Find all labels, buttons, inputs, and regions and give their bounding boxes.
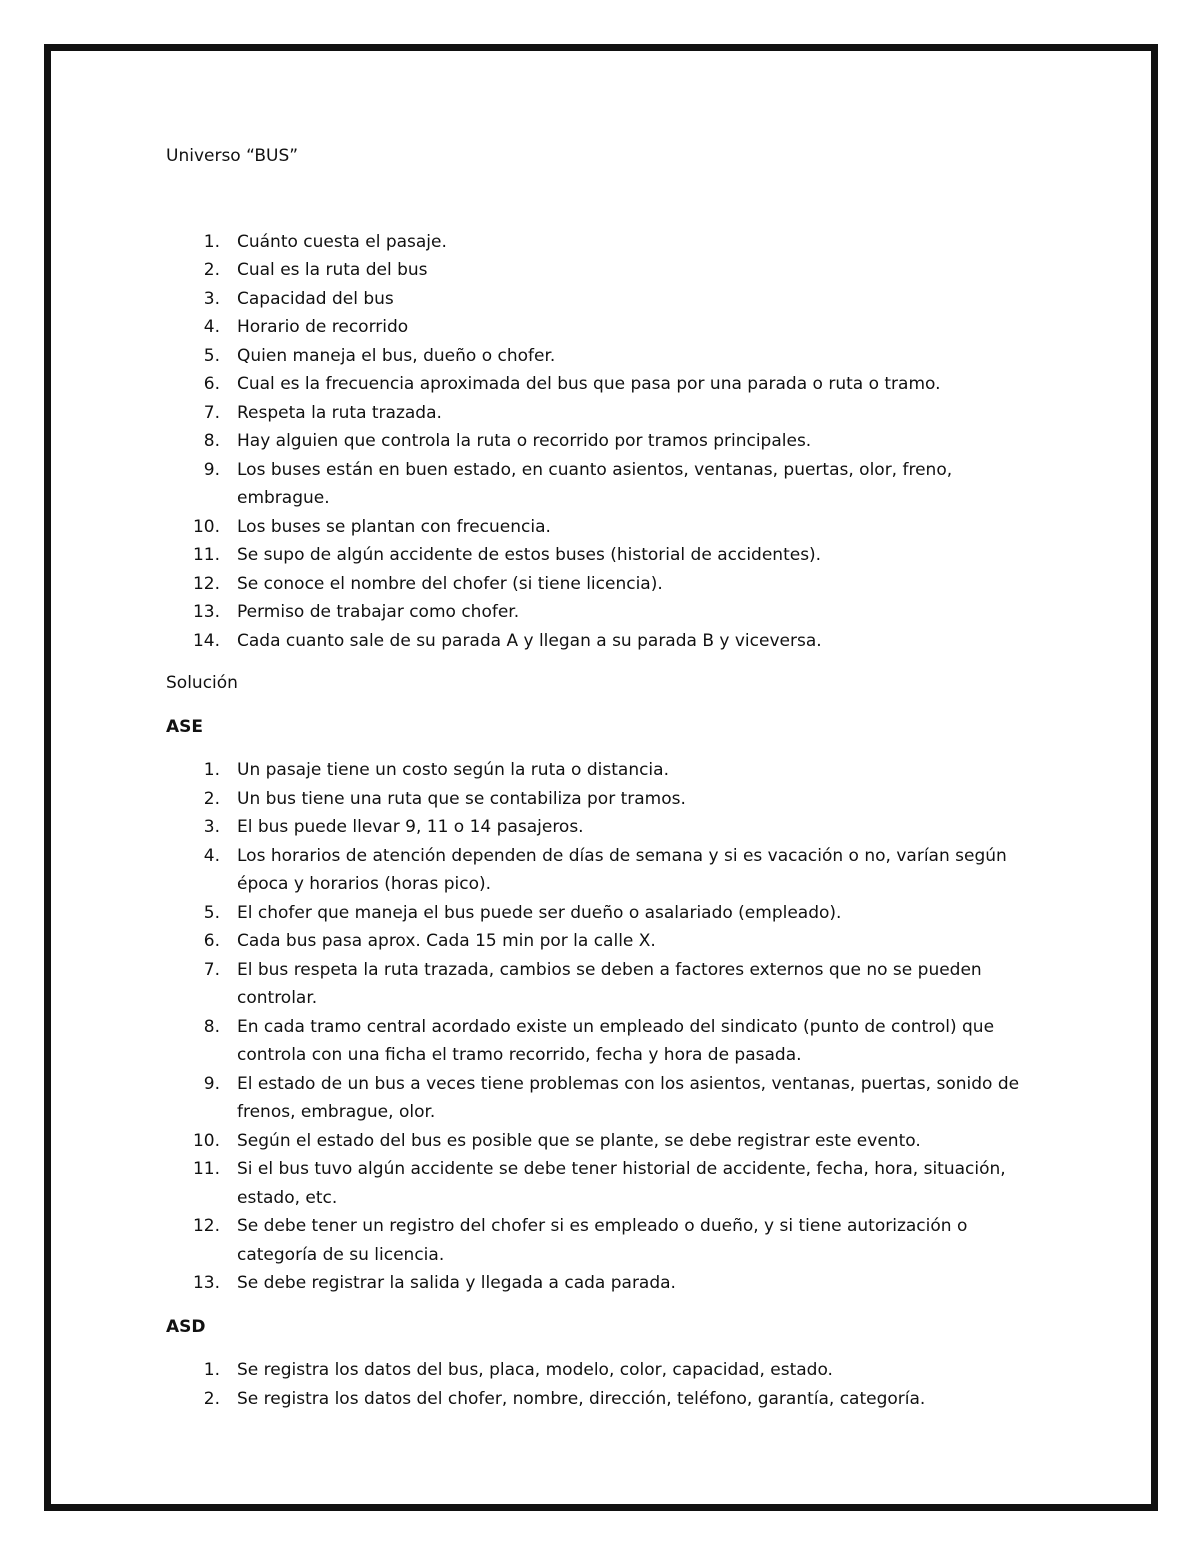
list-item	[166, 813, 1046, 842]
list-item-text: Capacidad del bus	[237, 288, 394, 309]
list-item	[166, 1070, 1046, 1127]
list-item	[166, 1013, 1046, 1070]
list-item-text: Se debe tener un registro del chofer si es empleado o dueño, y si tiene autorización o categoría de su licencia.	[237, 1216, 968, 1265]
list-item-text: Cual es la ruta del bus	[237, 260, 428, 280]
list-item-text: Los horarios de atención dependen de días de semana y si es vacación o no, varían según época y horarios (horas pico).	[237, 845, 1007, 894]
ase-list	[166, 756, 1046, 1298]
list-item	[166, 927, 1046, 956]
list-item-text: Quien maneja el bus, dueño o chofer.	[237, 345, 556, 366]
list-item-number: 4.	[203, 317, 220, 337]
list-item-text: Cada cuanto sale de su parada A y llegan a su parada B y viceversa.	[237, 630, 822, 651]
list-item-text: Cual es la frecuencia aproximada del bus que pasa por una parada o ruta o tramo.	[237, 374, 941, 394]
list-item-number: 10.	[192, 516, 220, 537]
list-item-number: 14.	[192, 630, 220, 651]
list-item	[166, 541, 1046, 570]
list-item	[166, 756, 1046, 785]
questions-list	[166, 228, 1046, 656]
list-item-text: Un bus tiene una ruta que se contabiliza por tramos.	[237, 788, 686, 809]
list-item-number: 13.	[192, 1273, 220, 1293]
list-item-text: Permiso de trabajar como chofer.	[237, 602, 520, 622]
list-item	[166, 427, 1046, 456]
list-item-number: 13.	[192, 602, 220, 622]
list-item	[166, 598, 1046, 627]
list-item-number: 2.	[203, 260, 220, 280]
list-item-number: 7.	[203, 959, 220, 980]
list-item-number: 1.	[203, 231, 220, 252]
list-item-number: 4.	[203, 845, 220, 866]
list-item	[166, 956, 1046, 1013]
list-item	[166, 842, 1046, 899]
list-item	[166, 627, 1046, 656]
document-title: Universo “BUS”	[166, 146, 299, 166]
list-item-text: Horario de recorrido	[237, 317, 409, 337]
list-item	[166, 1385, 1046, 1414]
list-item	[166, 313, 1046, 342]
list-item	[166, 228, 1046, 257]
list-item-text: Se debe registrar la salida y llegada a cada parada.	[237, 1273, 676, 1293]
list-item	[166, 1127, 1046, 1156]
list-item-number: 9.	[203, 1073, 220, 1094]
list-item-number: 11.	[192, 1159, 220, 1179]
list-item-text: Cada bus pasa aprox. Cada 15 min por la calle X.	[237, 931, 656, 951]
list-item	[166, 456, 1046, 513]
list-item-number: 5.	[203, 902, 220, 923]
list-item-number: 10.	[192, 1130, 220, 1151]
list-item	[166, 785, 1046, 814]
list-item-number: 1.	[203, 1360, 220, 1380]
list-item-number: 7.	[203, 402, 220, 423]
list-item-text: Se registra los datos del chofer, nombre, dirección, teléfono, garantía, categoría.	[237, 1388, 926, 1409]
list-item-number: 2.	[203, 1388, 220, 1409]
list-item-number: 6.	[203, 374, 220, 394]
list-item-text: El estado de un bus a veces tiene problemas con los asientos, ventanas, puertas, sonido de frenos, embrague, olor.	[237, 1073, 1020, 1122]
list-item-text: Se conoce el nombre del chofer (si tiene licencia).	[237, 573, 663, 594]
list-item-text: Se supo de algún accidente de estos buses (historial de accidentes).	[237, 545, 822, 565]
list-item-text: El bus puede llevar 9, 11 o 14 pasajeros.	[237, 817, 584, 837]
list-item-number: 12.	[192, 1216, 220, 1236]
list-item-text: Hay alguien que controla la ruta o recorrido por tramos principales.	[237, 431, 812, 451]
list-item-text: Los buses están en buen estado, en cuanto asientos, ventanas, puertas, olor, freno, embrague.	[237, 459, 953, 508]
list-item-text: Respeta la ruta trazada.	[237, 402, 442, 423]
list-item	[166, 256, 1046, 285]
list-item-text: Cuánto cuesta el pasaje.	[237, 231, 447, 252]
list-item-text: Se registra los datos del bus, placa, modelo, color, capacidad, estado.	[237, 1360, 833, 1380]
ase-heading: ASE	[166, 716, 204, 737]
list-item-text: Los buses se plantan con frecuencia.	[237, 516, 551, 537]
list-item-text: El bus respeta la ruta trazada, cambios se deben a factores externos que no se pueden controlar.	[237, 959, 982, 1008]
list-item-number: 2.	[203, 788, 220, 809]
list-item	[166, 1356, 1046, 1385]
list-item-number: 5.	[203, 345, 220, 366]
list-item-text: En cada tramo central acordado existe un empleado del sindicato (punto de control) que controla con una ficha el tramo recorrido, fecha y hora de pasada.	[237, 1016, 995, 1065]
list-item	[166, 513, 1046, 542]
list-item	[166, 342, 1046, 371]
list-item-number: 8.	[203, 1016, 220, 1037]
list-item	[166, 399, 1046, 428]
list-item	[166, 570, 1046, 599]
list-item	[166, 1155, 1046, 1212]
list-item-text: Según el estado del bus es posible que se plante, se debe registrar este evento.	[237, 1130, 921, 1151]
list-item-number: 11.	[192, 545, 220, 565]
list-item-number: 1.	[203, 760, 220, 780]
document-body	[166, 142, 1046, 1413]
list-item-number: 9.	[203, 459, 220, 480]
list-item	[166, 899, 1046, 928]
list-item-number: 12.	[192, 573, 220, 594]
list-item-number: 3.	[203, 288, 220, 309]
list-item-text: Un pasaje tiene un costo según la ruta o distancia.	[237, 760, 669, 780]
list-item	[166, 1269, 1046, 1298]
asd-list	[166, 1356, 1046, 1413]
asd-heading: ASD	[166, 1316, 206, 1337]
list-item-number: 6.	[203, 931, 220, 951]
list-item	[166, 285, 1046, 314]
list-item-text: Si el bus tuvo algún accidente se debe tener historial de accidente, fecha, hora, situación, estado, etc.	[237, 1159, 1006, 1208]
list-item-number: 8.	[203, 431, 220, 451]
list-item	[166, 1212, 1046, 1269]
list-item	[166, 370, 1046, 399]
solution-label: Solución	[166, 673, 238, 693]
list-item-number: 3.	[203, 817, 220, 837]
list-item-text: El chofer que maneja el bus puede ser dueño o asalariado (empleado).	[237, 902, 842, 923]
